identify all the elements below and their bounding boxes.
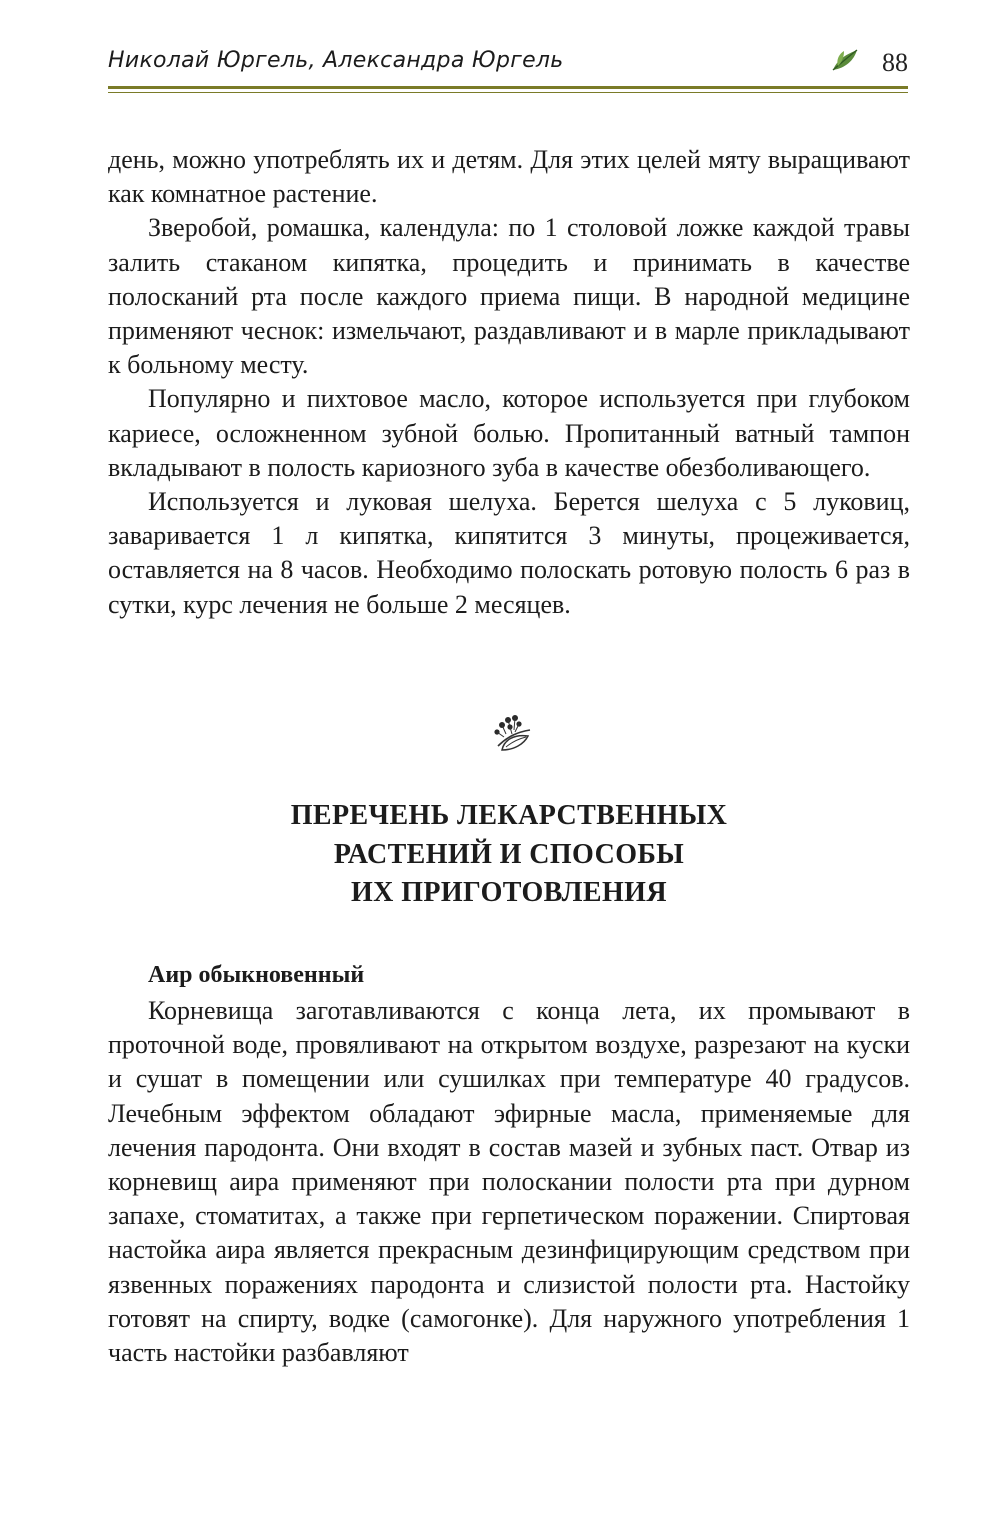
running-header bbox=[108, 40, 908, 84]
paragraph: день, можно употреблять их и детям. Для этих целей мяту выращивают как комнатное растение. bbox=[108, 145, 910, 209]
paragraph: Корневища заготавливаются с конца лета, их промывают в проточной воде, провяливают на открытом воздухе, разрезают на куски и сушат в помещении или сушилках при температуре 40 градусов. Лечебным эффектом обладают эфирные масла, применяемые для лечения пародонта. Они входят в состав мазей и зубных паст. Отвар из корневищ аира применяют при полоскании полости рта при дурном запахе, стоматитах, а также при герпетическом поражении. Спиртовая настойка аира является прекрасным дезинфицирующим средством при язвенных поражениях пародонта и слизистой полости рта. Настойку готовят на спирту, водке (самогонке). Для наружного употребления 1 часть настойки разбавляют bbox=[108, 996, 910, 1368]
header-rule bbox=[108, 86, 908, 89]
entry-heading: Аир обыкновенный bbox=[148, 962, 365, 988]
header-authors: Николай Юргель, Александра Юргель bbox=[108, 48, 564, 73]
section-title-line: ПЕРЕЧЕНЬ ЛЕКАРСТВЕННЫХ bbox=[290, 800, 728, 831]
section-title bbox=[108, 797, 910, 913]
paragraph: Зверобой, ромашка, календула: по 1 столовой ложке каждой травы залить стаканом кипятка, процедить и принимать в качестве полосканий рта после каждого приема пищи. В народной медицине применяют чеснок: измельчают, раздавливают и в марле прикладывают к больному месту. bbox=[108, 213, 910, 380]
section-title-line: ИХ ПРИГОТОВЛЕНИЯ bbox=[351, 877, 667, 908]
header-rule-thin bbox=[108, 92, 908, 93]
paragraph: Используется и луковая шелуха. Берется шелуха с 5 луковиц, заваривается 1 л кипятка, кипятится 3 минуты, процеживается, оставляется на 8 часов. Необходимо полоскать ротовую полость 6 раз в сутки, курс лечения не больше 2 месяцев. bbox=[108, 487, 910, 619]
leaf-icon bbox=[830, 46, 860, 74]
section-title-line: РАСТЕНИЙ И СПОСОБЫ bbox=[333, 838, 685, 870]
paragraph: Популярно и пихтовое масло, которое используется при глубоком кариесе, осложненном зубной болью. Пропитанный ватный тампон вкладывают в полость кариозного зуба в качестве обезболивающего. bbox=[108, 384, 910, 482]
intro-text bbox=[108, 143, 910, 622]
page-number: 88 bbox=[882, 48, 908, 77]
berry-branch-ornament-icon bbox=[488, 712, 534, 752]
entry-text bbox=[108, 994, 910, 1370]
